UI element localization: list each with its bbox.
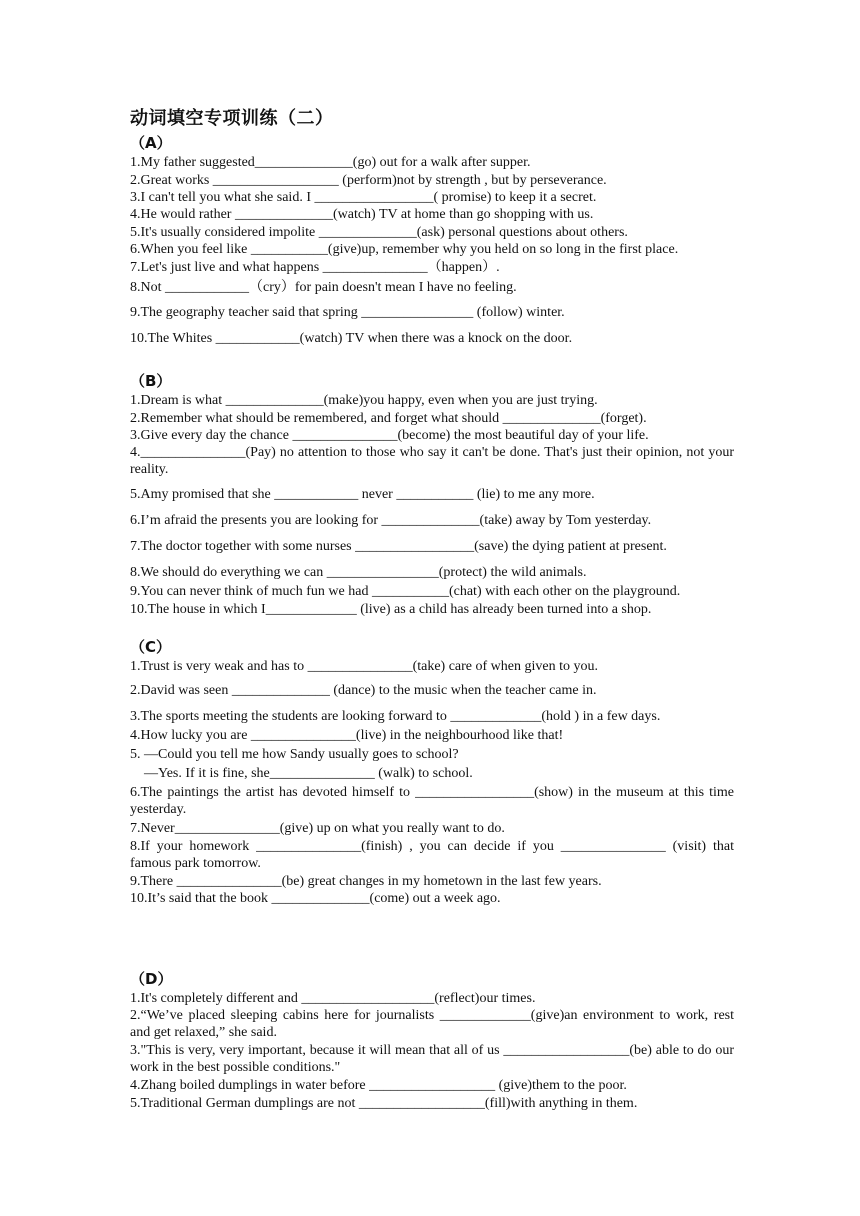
question-b-8: 8.We should do everything we can ________________(protect) the wild animals. [130,565,587,580]
question-a-10: 10.The Whites ____________(watch) TV when there was a knock on the door. [130,331,573,346]
question-a-2: 2.Great works __________________ (perform)not by strength , but by perseverance. [130,173,607,188]
question-d-1: 1.It's completely different and ___________________(reflect)our times. [130,991,536,1006]
question-b-3: 3.Give every day the chance _______________(become) the most beautiful day of your life. [130,428,649,443]
question-b-6: 6.I’m afraid the presents you are looking for ______________(take) away by Tom yesterday. [130,513,652,528]
question-c-5: 5. —Could you tell me how Sandy usually goes to school? [130,747,459,762]
question-d-5: 5.Traditional German dumplings are not __________________(fill)with anything in them. [130,1096,638,1111]
question-b-5: 5.Amy promised that she ____________ never ___________ (lie) to me any more. [130,487,595,502]
question-a-9: 9.The geography teacher said that spring ________________ (follow) winter. [130,305,565,320]
question-c-3: 3.The sports meeting the students are looking forward to _____________(hold ) in a few days. [130,709,661,724]
question-c-2: 2.David was seen ______________ (dance) to the music when the teacher came in. [130,683,597,698]
question-a-3: 3.I can't tell you what she said. I _________________( promise) to keep it a secret. [130,190,597,205]
question-c-9: 9.There _______________(be) great changes in my hometown in the last few years. [130,874,602,889]
section-a-heading: （A） [130,134,172,152]
question-c-6: 6.The paintings the artist has devoted himself to _________________(show) in the museum at this time yesterday. [130,785,734,817]
question-a-5: 5.It's usually considered impolite ______________(ask) personal questions about others. [130,225,628,240]
question-d-4: 4.Zhang boiled dumplings in water before __________________ (give)them to the poor. [130,1078,627,1093]
question-b-2: 2.Remember what should be remembered, and forget what should ______________(forget). [130,411,647,426]
section-b-heading: （B） [130,372,172,390]
question-a-1: 1.My father suggested______________(go) out for a walk after supper. [130,155,531,170]
question-b-10: 10.The house in which I_____________ (live) as a child has already been turned into a shop. [130,602,652,617]
question-b-1: 1.Dream is what ______________(make)you happy, even when you are just trying. [130,393,598,408]
question-a-8: 8.Not ____________（cry）for pain doesn't mean I have no feeling. [130,280,517,295]
question-c-5-answer: —Yes. If it is fine, she_______________ (walk) to school. [130,766,473,781]
question-b-7: 7.The doctor together with some nurses _________________(save) the dying patient at present. [130,539,667,554]
question-c-4: 4.How lucky you are _______________(live) in the neighbourhood like that! [130,728,564,743]
section-c-heading: （C） [130,638,172,656]
question-d-2: 2.“We’ve placed sleeping cabins here for journalists _____________(give)an environment to work, rest and get relaxed,” she said. [130,1008,734,1040]
page-title: 动词填空专项训练（二） [130,108,334,129]
question-b-9: 9.You can never think of much fun we had ___________(chat) with each other on the playground. [130,584,681,599]
question-c-7: 7.Never_______________(give) up on what you really want to do. [130,821,505,836]
question-a-7: 7.Let's just live and what happens _______________（happen）. [130,260,500,275]
question-a-4: 4.He would rather ______________(watch) TV at home than go shopping with us. [130,207,594,222]
question-c-8: 8.If your homework _______________(finish) , you can decide if you _______________ (visit) that famous park tomorrow. [130,839,734,871]
question-a-6: 6.When you feel like ___________(give)up, remember why you held on so long in the first place. [130,242,679,257]
question-d-3: 3."This is very, very important, because it will mean that all of us __________________(be) able to do our work in the best possible conditions." [130,1043,734,1075]
question-b-4: 4._______________(Pay) no attention to those who say it can't be done. That's just their opinion, not your reality. [130,445,734,477]
question-c-10: 10.It’s said that the book ______________(come) out a week ago. [130,891,501,906]
section-d-heading: （D） [130,970,173,988]
question-c-1: 1.Trust is very weak and has to _______________(take) care of when given to you. [130,659,599,674]
